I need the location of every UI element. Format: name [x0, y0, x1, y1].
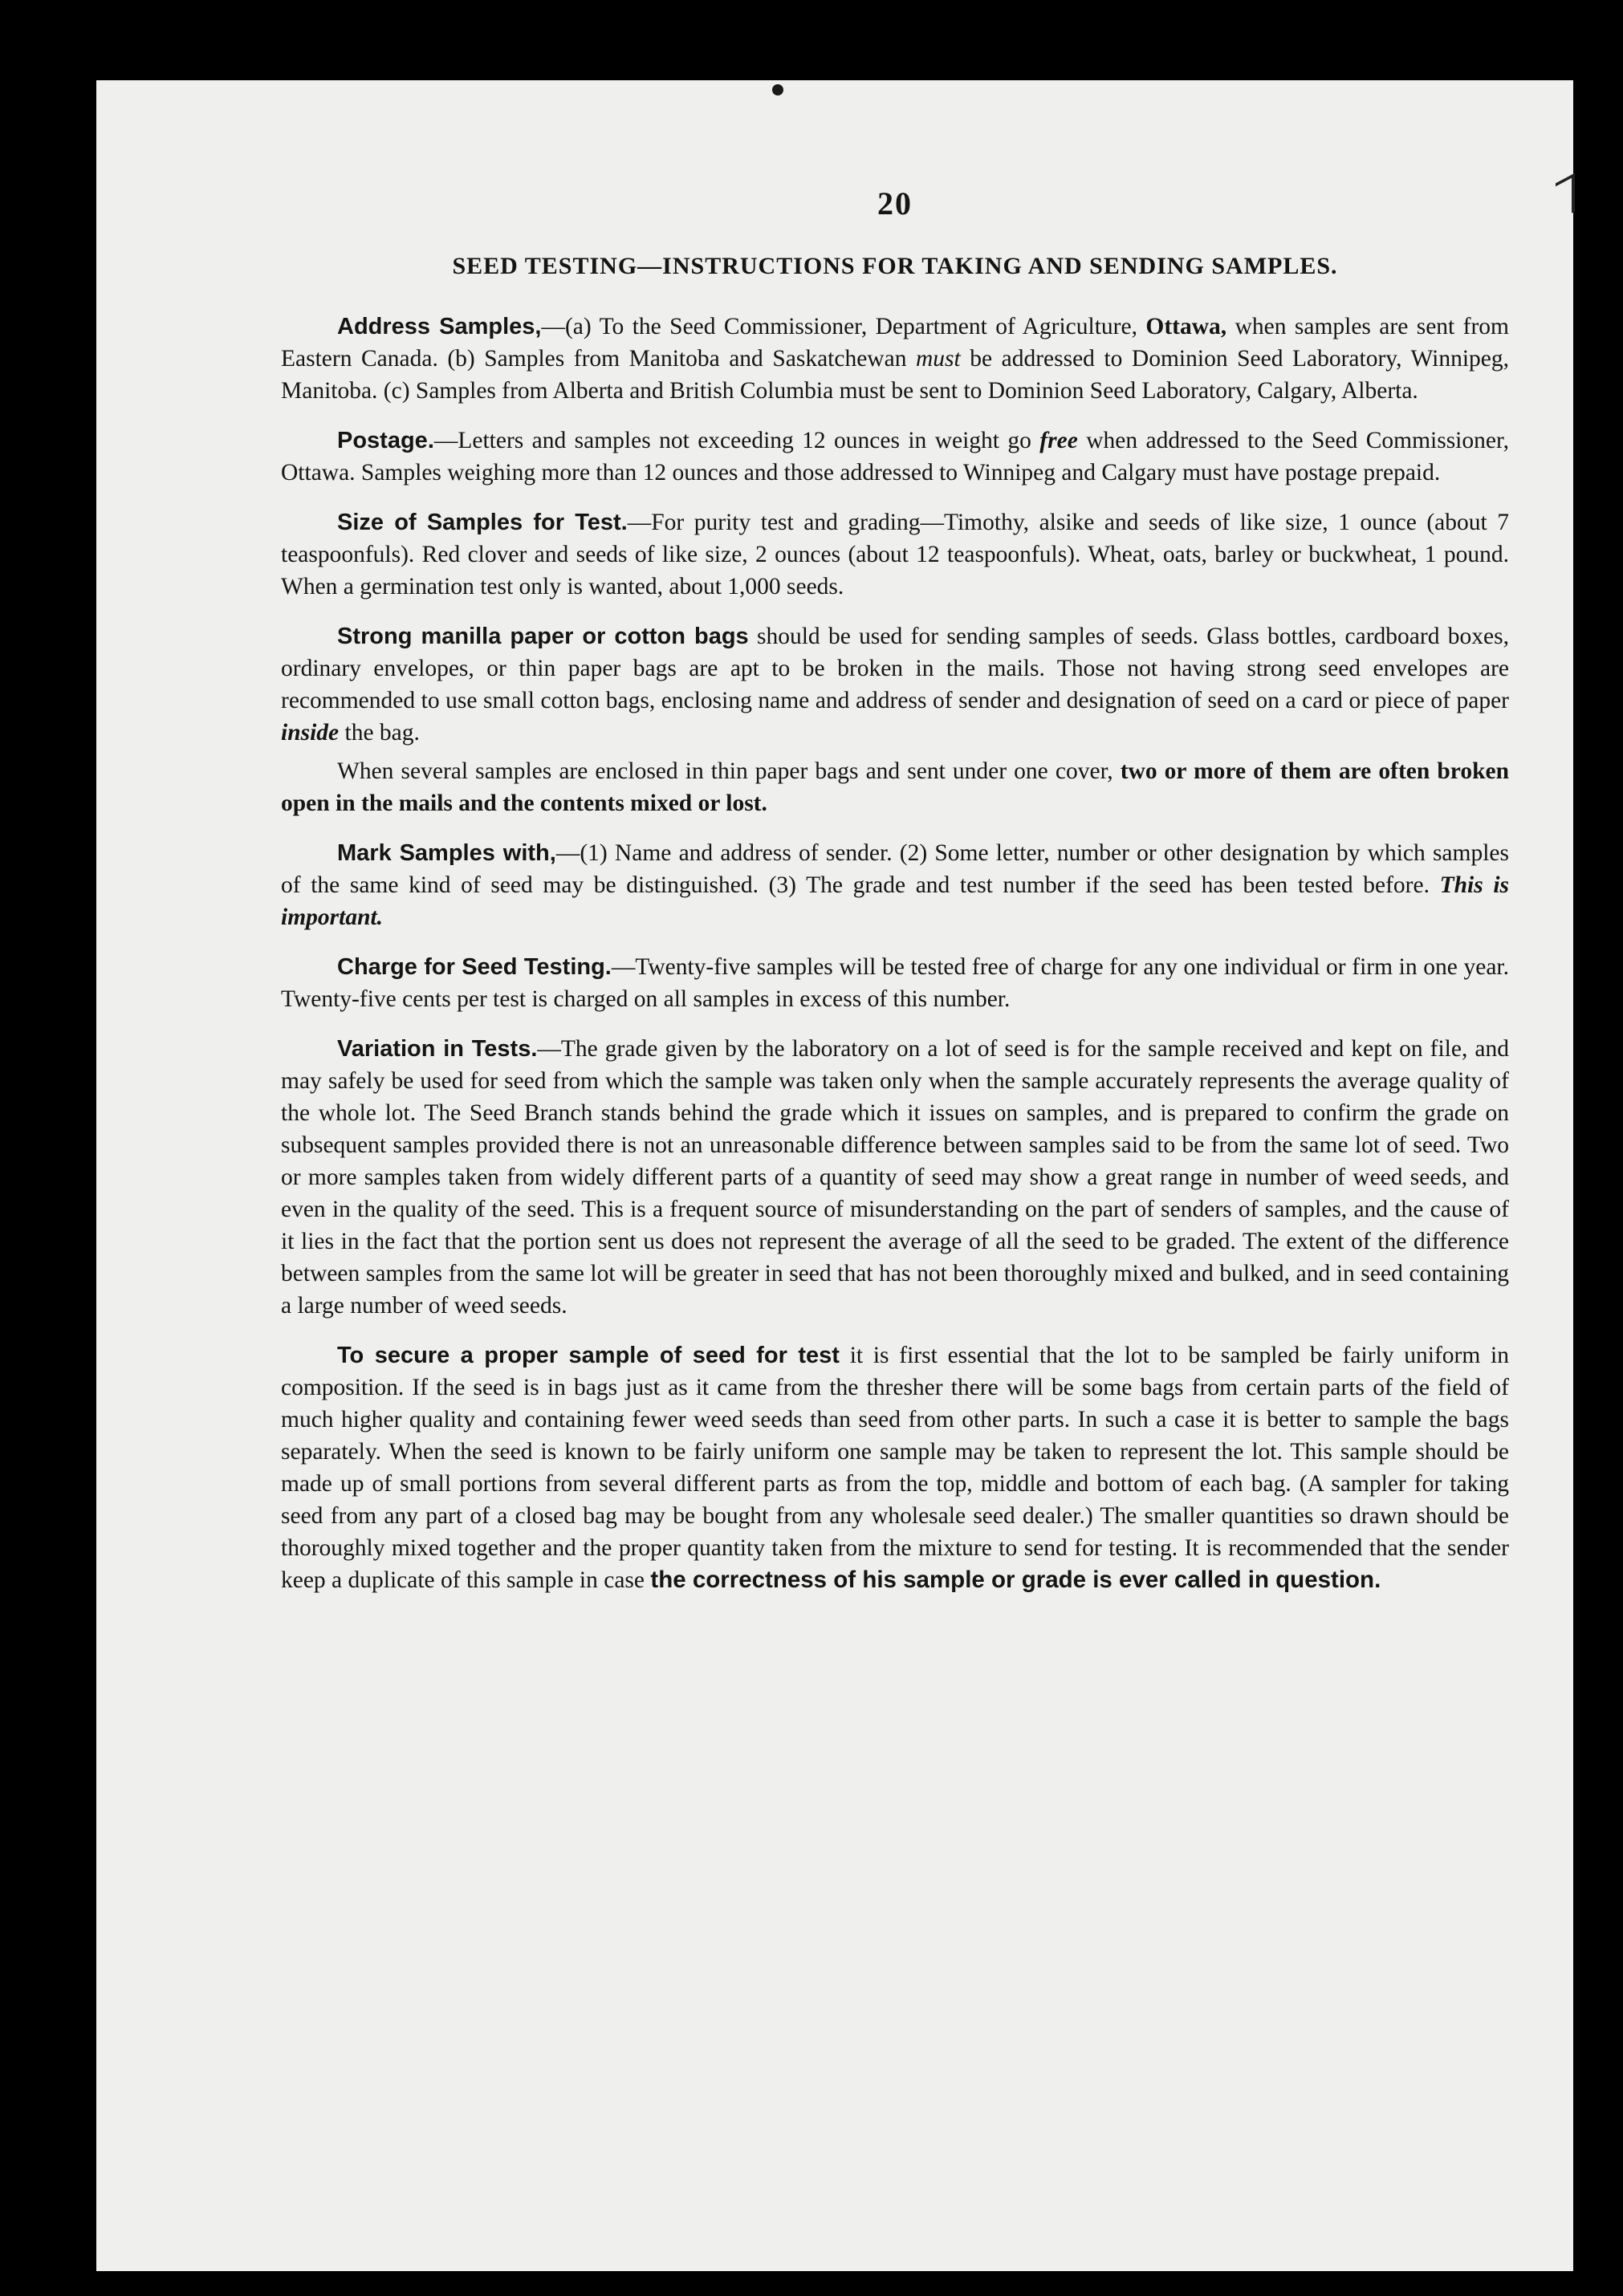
page-title: SEED TESTING—INSTRUCTIONS FOR TAKING AND SENDING SAMPLES. [452, 253, 1338, 279]
text-paper-inside: inside [281, 720, 340, 746]
lead-mark: Mark Samples with, [337, 840, 556, 866]
text-secure-1: it is first essential that the lot to be sampled be fairly uniform in composition. If the seed is in bags just as it came from the thresher there will be some bags from certain parts of the field of much higher quality and containing fewer weed seeds than seed from other parts. In such a case it is better to sample the bags separately. When the seed is known to be fairly uniform one sample may be taken to represent the lot. This sample should be made up of small portions from several different parts as from the top, middle and bottom of each bag. (A sampler for taking seed from any part of a closed bag may be bought from any wholesale seed dealer.) The smaller quantities so drawn should be thoroughly mixed together and the proper quantity taken from the mixture to send for testing. It is recommended that the sender keep a duplicate of this sample in case [281, 1343, 1509, 1593]
paragraph-secure [281, 1339, 1509, 1596]
text-address-must: must [915, 346, 961, 372]
text-address-1: —(a) To the Seed Commissioner, Department of Agriculture, [541, 314, 1146, 339]
text-size-1: —For purity test and grading—Timothy, alsike and seeds of like size, 1 ounce (about 7 teaspoonfuls). Red clover and seeds of like size, 2 ounces (about 12 teaspoonfuls). Wheat, oats, barley or buckwheat, 1 pound. When a germination test only is wanted, about 1,000 seeds. [281, 510, 1510, 599]
lead-postage: Postage. [337, 428, 434, 453]
text-mark-1: —(1) Name and address of sender. (2) Some letter, number or other designation by which samples of the same kind of seed may be distinguished. (3) The grade and test number if the seed has been tested before. [281, 840, 1509, 898]
paragraph-charge [281, 951, 1509, 1015]
text-postage-1: —Letters and samples not exceeding 12 ounces in weight go [433, 428, 1040, 453]
paragraph-paper-2 [281, 755, 1509, 819]
lead-secure: To secure a proper sample of seed for test [337, 1343, 840, 1368]
paragraph-postage [281, 425, 1509, 489]
document-page [96, 80, 1573, 2271]
text-postage-free: free [1039, 428, 1078, 453]
text-address-ottawa: Ottawa, [1145, 314, 1227, 339]
text-charge-1: —Twenty-five samples will be tested free of charge for any one individual or firm in one year. Twenty-five cents per test is charged on all samples in excess of this number. [281, 954, 1509, 1012]
paragraph-variation [281, 1033, 1509, 1322]
text-address-3: be addressed to Dominion Seed Laboratory, Winnipeg, Manitoba. (c) Samples from Alberta and British Columbia must be sent to Dominion Seed Laboratory, Calgary, Alberta. [281, 346, 1509, 404]
paragraph-mark [281, 837, 1509, 933]
paragraph-address [281, 311, 1509, 407]
text-mark-important: This is important. [281, 872, 1509, 930]
lead-charge: Charge for Seed Testing. [337, 954, 612, 980]
text-paper-2: the bag. [339, 720, 420, 746]
text-variation-1: —The grade given by the laboratory on a lot of seed is for the sample received and kept on file, and may safely be used for seed from which the sample was taken only when the sample accurately represents the average quality of the whole lot. The Seed Branch stands behind the grade which it issues on samples, and is prepared to confirm the grade on subsequent samples provided there is not an unreasonable difference between samples said to be from the same lot of seed. Two or more samples taken from widely different parts of a quantity of seed may show a great range in number of weed seeds, and even in the quality of the seed. This is a frequent source of misunderstanding on the part of senders of samples, and the cause of it lies in the fact that the portion sent us does not represent the average of all the seed to be graded. The extent of the difference between samples from the same lot will be greater in seed that has not been thoroughly mixed and bulked, and in seed containing a large number of weed seeds. [281, 1036, 1509, 1319]
lead-variation: Variation in Tests. [337, 1036, 538, 1062]
text-paper-p2b: two or more of them are often broken open in the mails and the contents mixed or lost. [281, 758, 1509, 816]
punch-dot [772, 84, 783, 95]
text-address-2: when samples are sent from Eastern Canada. (b) Samples from Manitoba and Saskatchewan [281, 314, 1509, 372]
lead-address: Address Samples, [337, 314, 542, 339]
paragraph-paper [281, 620, 1509, 749]
page-content [281, 185, 1509, 1614]
paragraph-size [281, 506, 1509, 603]
text-paper-1: should be used for sending samples of seeds. Glass bottles, cardboard boxes, ordinary envelopes, or thin paper bags are apt to be broken in the mails. Those not having strong seed envelopes are recommended to use small cotton bags, enclosing name and address of sender and designation of seed on a card or piece of paper [281, 624, 1509, 713]
lead-paper: Strong manilla paper or cotton bags [337, 624, 749, 649]
lead-size: Size of Samples for Test. [337, 510, 628, 535]
text-secure-2: the correctness of his sample or grade is ever called in question. [650, 1567, 1381, 1593]
page-number: 20 [877, 185, 913, 221]
text-paper-p2a: When several samples are enclosed in thin paper bags and sent under one cover, [337, 758, 1121, 784]
text-postage-2: when addressed to the Seed Commissioner, Ottawa. Samples weighing more than 12 ounces and those addressed to Winnipeg and Calgary must have postage prepaid. [281, 428, 1509, 486]
page-corner-mark [1556, 173, 1575, 222]
